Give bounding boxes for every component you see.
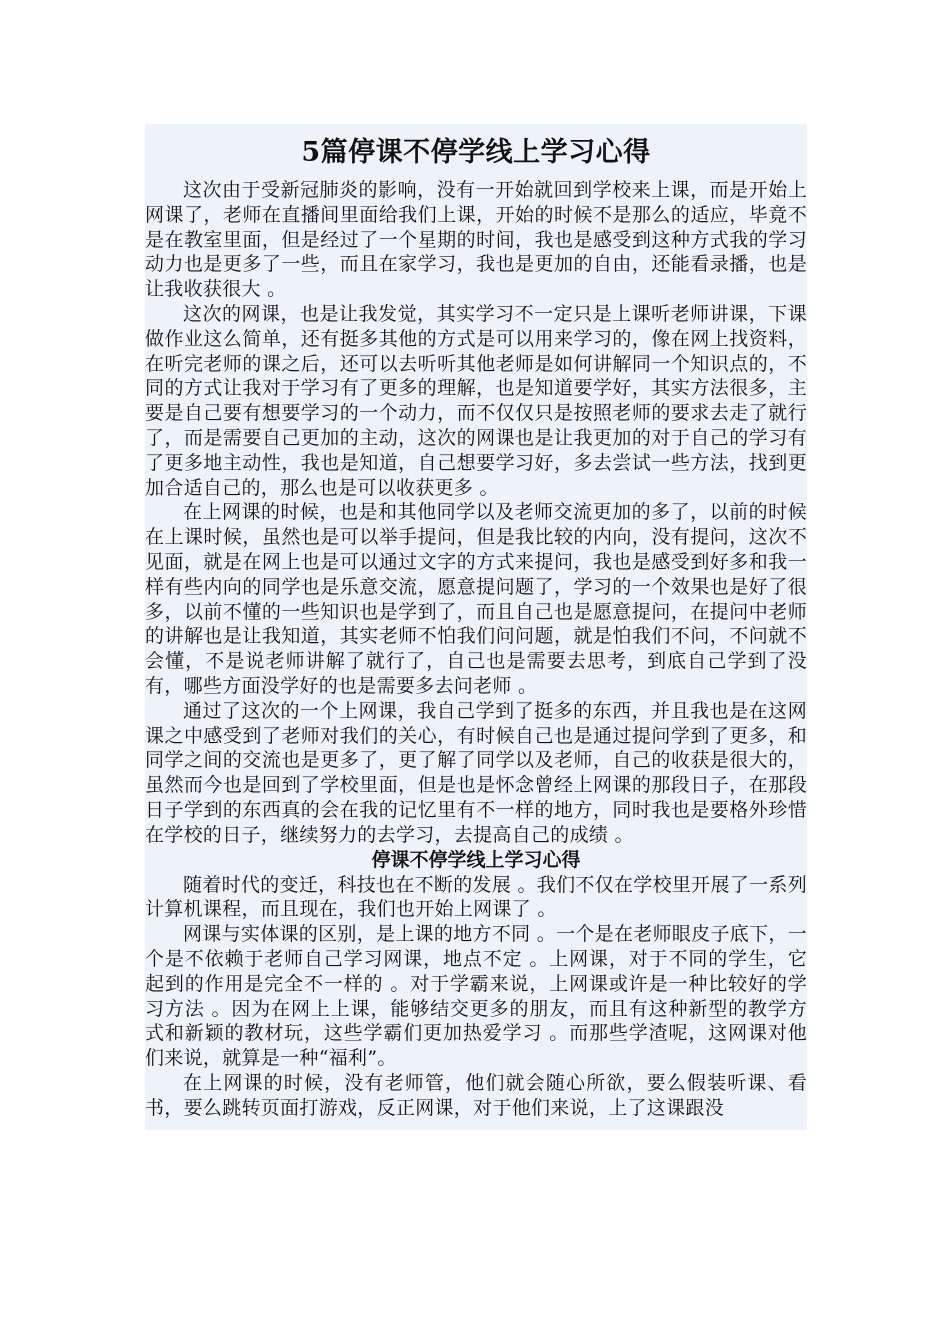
- document-title: 5篇停课不停学线上学习心得: [301, 137, 651, 168]
- document-body: [145, 124, 807, 1130]
- paragraph: 网课与实体课的区别，是上课的地方不同 。一个是在老师眼皮子底下，一个是不依赖于老师自己学习网课，地点不定 。上网课，对于不同的学生，它起到的作用是完全不一样的 。对于学霸来说，上网课或许是一种比较好的学习方法 。因为在网上上课，能够结交更多的朋友，而且有这种新型的教学方式和新颖的教材玩，这些学霸们更加热爱学习 。而那些学渣呢，这网课对他们来说，就算是一种“福利”。: [145, 923, 807, 1070]
- paragraph: 这次的网课，也是让我发觉，其实学习不一定只是上课听老师讲课，下课做作业这么简单，还有挺多其他的方式是可以用来学习的，像在网上找资料，在听完老师的课之后，还可以去听听其他老师是如何讲解同一个知识点的，不同的方式让我对于学习有了更多的理解，也是知道要学好，其实方法很多，主要是自己要有想要学习的一个动力，而不仅仅只是按照老师的要求去走了就行了，而是需要自己更加的主动，这次的网课也是让我更加的对于自己的学习有了更多地主动性，我也是知道，自己想要学习好，多去尝试一些方法，找到更加合适自己的，那么也是可以收获更多 。: [145, 302, 807, 499]
- paragraph: 通过了这次的一个上网课，我自己学到了挺多的东西，并且我也是在这网课之中感受到了老师对我们的关心，有时候自己也是通过提问学到了更多，和同学之间的交流也是更多了，更了解了同学以及老师，自己的收获是很大的，虽然而今也是回到了学校里面，但是也是怀念曾经上网课的那段日子，在那段日子学到的东西真的会在我的记忆里有不一样的地方，同时我也是要格外珍惜在学校的日子，继续努力的去学习，去提高自己的成绩 。: [145, 699, 807, 846]
- paragraph: 在上网课的时候，没有老师管，他们就会随心所欲，要么假装听课、看书，要么跳转页面打游戏，反正网课，对于他们来说，上了这课跟没: [145, 1071, 807, 1119]
- section-subtitle: 停课不停学线上学习心得: [371, 848, 581, 871]
- paragraph: 这次由于受新冠肺炎的影响，没有一开始就回到学校来上课，而是开始上网课了，老师在直播间里面给我们上课，开始的时候不是那么的适应，毕竟不是在教室里面，但是经过了一个星期的时间，我也是感受到这种方式我的学习动力也是更多了一些，而且在家学习，我也是更加的自由，还能看录播，也是让我收获很大 。: [145, 179, 807, 301]
- paragraph: 随着时代的变迁，科技也在不断的发展 。我们不仅在学校里开展了一系列计算机课程，而且现在，我们也开始上网课了 。: [145, 873, 807, 921]
- paragraph: 在上网课的时候，也是和其他同学以及老师交流更加的多了，以前的时候在上课时候，虽然也是可以举手提问，但是我比较的内向，没有提问，这次不见面，就是在网上也是可以通过文字的方式来提问，我也是感受到好多和我一样有些内向的同学也是乐意交流，愿意提问题了，学习的一个效果也是好了很多，以前不懂的一些知识也是学到了，而且自己也是愿意提问，在提问中老师的讲解也是让我知道，其实老师不怕我们问问题，就是怕我们不问，不问就不会懂，不是说老师讲解了就行了，自己也是需要去思考，到底自己学到了没有，哪些方面没学好的也是需要多去问老师 。: [145, 501, 807, 697]
